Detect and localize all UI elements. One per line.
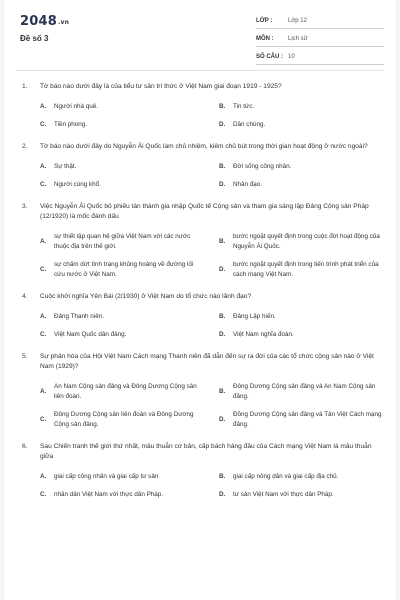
option-letter: A. (40, 103, 47, 110)
question-1 (22, 82, 384, 130)
option-text: Đông Dương Cộng sản liên đoàn và Đông Dương Cộng sản đảng. (54, 411, 194, 428)
meta-value: Lớp 12 (288, 18, 307, 24)
logo-tld-text: .vn (57, 19, 70, 26)
question-text: Sau Chiến tranh thế giới thứ nhất, mâu thuẫn cơ bản, cấp bách hàng đầu của Cách mạng Việt Nam là mâu thuẫn giữa (40, 443, 372, 460)
answer-options (40, 312, 384, 340)
option-text: Việt Nam nghĩa đoàn. (233, 331, 294, 338)
meta-row-subject (256, 32, 384, 47)
answer-options (40, 102, 384, 130)
logo-main-text: 2048 (20, 14, 57, 29)
question-text: Cuộc khởi nghĩa Yên Bái (2/1930) ở Việt Nam do tổ chức nào lãnh đạo? (40, 293, 252, 300)
answer-option-b[interactable] (219, 162, 384, 172)
answer-options (40, 382, 384, 430)
option-letter: A. (40, 473, 47, 480)
option-text: Người cùng khổ. (54, 181, 101, 188)
answer-option-b[interactable] (219, 472, 384, 482)
question-list (22, 82, 384, 512)
option-text: Việt Nam Quốc dân đảng. (54, 331, 127, 338)
answer-option-a[interactable] (40, 382, 205, 402)
question-number: 6. (22, 443, 28, 450)
answer-options (40, 232, 384, 280)
option-text: Đảng Lập hiến. (233, 313, 276, 320)
question-3 (22, 202, 384, 280)
answer-options (40, 162, 384, 190)
option-letter: C. (40, 416, 47, 423)
meta-value: 10 (288, 54, 295, 60)
option-letter: D. (219, 181, 226, 188)
option-letter: B. (219, 238, 226, 245)
option-text: sự chấm dứt tình trạng khủng hoảng về đường lối cứu nước ở Việt Nam. (54, 261, 194, 278)
question-text: Tờ báo nào dưới đây do Nguyễn Ái Quốc làm chủ nhiệm, kiêm chủ bút trong thời gian hoạt động ở nước ngoài? (40, 143, 368, 150)
answer-option-b[interactable] (219, 382, 384, 402)
question-text: Việc Nguyễn Ái Quốc bỏ phiếu tán thành gia nhập Quốc tế Cộng sản và tham gia sáng lập Đảng Cộng sản Pháp (12/1920) là mốc đánh dấu (40, 203, 369, 220)
answer-option-a[interactable] (40, 162, 205, 172)
option-letter: A. (40, 163, 47, 170)
option-letter: B. (219, 163, 226, 170)
answer-option-c[interactable] (40, 180, 205, 190)
option-letter: C. (40, 331, 47, 338)
option-text: Đảng Thanh niên. (54, 313, 104, 320)
answer-option-d[interactable] (219, 180, 384, 190)
option-letter: B. (219, 388, 226, 395)
option-text: Tiền phong. (54, 121, 88, 128)
answer-option-c[interactable] (40, 120, 205, 130)
answer-option-a[interactable] (40, 102, 205, 112)
question-5 (22, 352, 384, 430)
question-6 (22, 442, 384, 500)
answer-option-b[interactable] (219, 312, 384, 322)
question-2 (22, 142, 384, 190)
option-text: Đông Dương Cộng sản đảng và An Nam Cộng sản đảng. (233, 383, 376, 400)
option-letter: B. (219, 103, 226, 110)
meta-value: Lịch sử (288, 36, 308, 42)
question-number: 1. (22, 83, 28, 90)
answer-option-b[interactable] (219, 232, 384, 252)
answer-option-a[interactable] (40, 472, 205, 482)
site-logo[interactable] (20, 14, 69, 29)
question-number: 5. (22, 353, 28, 360)
meta-row-class (256, 14, 384, 29)
answer-option-d[interactable] (219, 410, 384, 430)
exam-meta (256, 14, 384, 68)
answer-option-d[interactable] (219, 120, 384, 130)
meta-label: LỚP : (256, 18, 273, 24)
option-letter: C. (40, 121, 47, 128)
option-letter: C. (40, 491, 47, 498)
meta-label: MÔN : (256, 36, 274, 42)
option-letter: B. (219, 473, 226, 480)
answer-option-a[interactable] (40, 232, 205, 252)
option-text: Sự thật. (54, 163, 77, 170)
answer-option-c[interactable] (40, 330, 205, 340)
option-letter: A. (40, 313, 47, 320)
option-letter: C. (40, 266, 47, 273)
option-text: Người nhà quê. (54, 103, 99, 110)
answer-option-d[interactable] (219, 330, 384, 340)
option-text: sự thiết lập quan hệ giữa Việt Nam với các nước thuộc địa trên thế giới. (54, 233, 191, 250)
option-text: nhân dân Việt Nam với thực dân Pháp. (54, 491, 164, 498)
question-number: 3. (22, 203, 28, 210)
answer-option-a[interactable] (40, 312, 205, 322)
option-text: Đông Dương Cộng sản đảng và Tân Việt Cách mạng đảng. (233, 411, 382, 428)
option-letter: C. (40, 181, 47, 188)
answer-option-c[interactable] (40, 410, 205, 430)
option-letter: A. (40, 238, 47, 245)
option-letter: D. (219, 416, 226, 423)
question-4 (22, 292, 384, 340)
answer-option-c[interactable] (40, 260, 205, 280)
header-divider (16, 70, 384, 71)
exam-header (4, 0, 396, 66)
option-text: bước ngoặt quyết định trong tiến trình phát triển của cách mạng Việt Nam. (233, 261, 379, 278)
meta-label: SỐ CÂU : (256, 54, 283, 60)
option-text: tư sản Việt Nam với thực dân Pháp. (233, 491, 334, 498)
meta-row-question-count (256, 50, 384, 65)
answer-option-d[interactable] (219, 490, 384, 500)
answer-options (40, 472, 384, 500)
option-text: An Nam Cộng sản đảng và Đông Dương Cộng sản liên đoàn. (54, 383, 197, 400)
question-number: 2. (22, 143, 28, 150)
answer-option-b[interactable] (219, 102, 384, 112)
answer-option-d[interactable] (219, 260, 384, 280)
option-text: giai cấp công nhân và giai cấp tư sản (54, 473, 159, 480)
question-text: Tờ báo nào dưới đây là của tiểu tư sản trí thức ở Việt Nam giai đoạn 1919 - 1925? (40, 83, 282, 90)
exam-page (4, 0, 396, 600)
question-text: Sự phân hóa của Hội Việt Nam Cách mạng Thanh niên đã dẫn đến sự ra đời của các tổ chức cộng sản nào ở Việt Nam (1929)? (40, 353, 374, 370)
option-text: giai cấp nông dân và giai cấp địa chủ. (233, 473, 339, 480)
option-text: bước ngoặt quyết định trong cuộc đời hoạt động của Nguyễn Ái Quốc. (233, 233, 380, 250)
option-text: Đời sống công nhân. (233, 163, 292, 170)
option-letter: D. (219, 491, 226, 498)
option-letter: D. (219, 121, 226, 128)
option-text: Nhân đạo. (233, 181, 263, 188)
option-letter: D. (219, 266, 226, 273)
question-number: 4. (22, 293, 28, 300)
option-letter: B. (219, 313, 226, 320)
option-text: Dân chúng. (233, 121, 266, 128)
option-text: Tin tức. (233, 103, 255, 110)
exam-code: Đề số 3 (20, 34, 49, 43)
option-letter: D. (219, 331, 226, 338)
answer-option-c[interactable] (40, 490, 205, 500)
option-letter: A. (40, 388, 47, 395)
